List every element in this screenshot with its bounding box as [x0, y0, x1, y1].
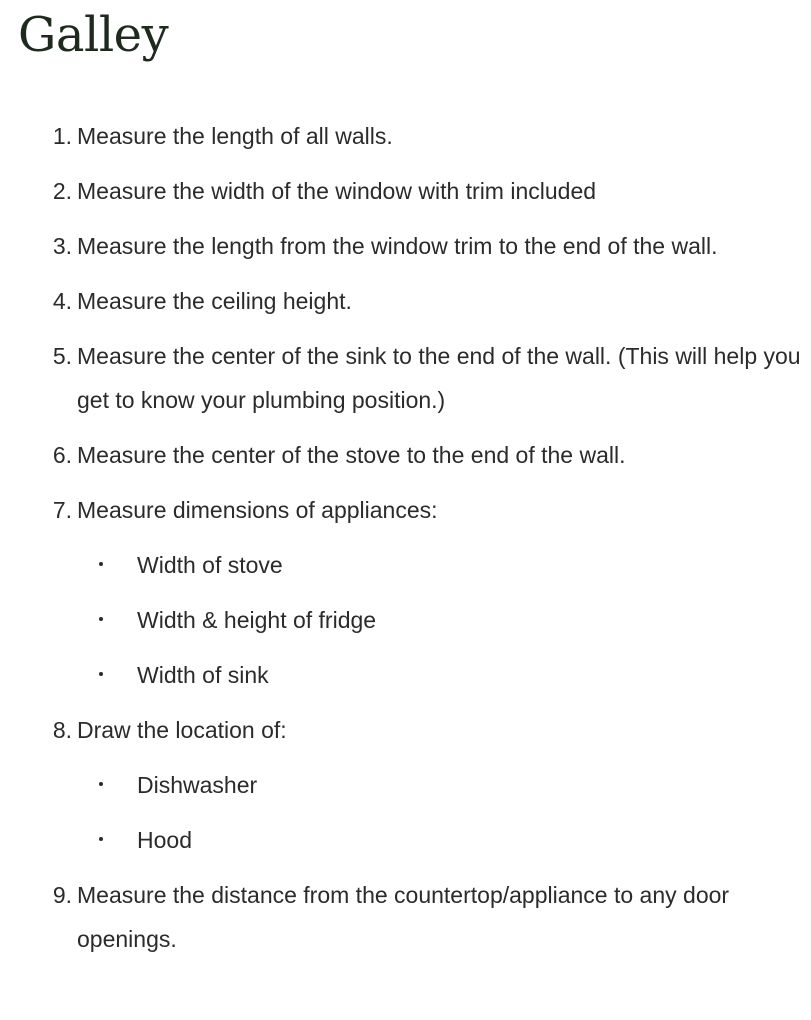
step-number: 7. [52, 497, 72, 523]
sub-item-text: Width of sink [137, 662, 269, 688]
appliance-sublist [77, 543, 801, 697]
bullet-icon [99, 672, 103, 676]
list-item [0, 873, 811, 961]
sub-item-text: Width of stove [137, 552, 283, 578]
bullet-icon [99, 562, 103, 566]
step-number: 2. [52, 178, 72, 204]
bullet-icon [99, 617, 103, 621]
sub-item-text: Hood [137, 827, 192, 853]
sub-list-item [60, 598, 801, 642]
list-item [0, 224, 811, 268]
sub-list-item [60, 653, 801, 697]
step-number: 3. [52, 233, 72, 259]
step-text: Measure the ceiling height. [77, 288, 352, 314]
step-number: 8. [52, 717, 72, 743]
sub-list-item [60, 763, 801, 807]
step-text: Measure the length from the window trim to the end of the wall. [77, 233, 718, 259]
step-text: Measure the width of the window with trim included [77, 178, 597, 204]
step-number: 5. [52, 343, 72, 369]
list-item [0, 114, 811, 158]
step-number: 9. [52, 882, 72, 908]
list-item [0, 279, 811, 323]
list-item [0, 433, 811, 477]
sub-list-item [60, 543, 801, 587]
sub-item-text: Width & height of fridge [137, 607, 377, 633]
sub-list-item [60, 818, 801, 862]
step-text: Measure the center of the stove to the end of the wall. [77, 442, 626, 468]
page-title: Galley [18, 7, 169, 63]
step-text: Measure the center of the sink to the end of the wall. (This will help you get to know your plumbing position.) [77, 343, 801, 413]
step-number: 1. [52, 123, 72, 149]
list-item [0, 488, 811, 697]
bullet-icon [99, 782, 103, 786]
measurement-steps-list [0, 114, 811, 972]
bullet-icon [99, 837, 103, 841]
list-item [0, 334, 811, 422]
sub-item-text: Dishwasher [137, 772, 258, 798]
list-item [0, 169, 811, 213]
step-text: Measure the distance from the countertop/appliance to any door openings. [77, 882, 730, 952]
step-text: Draw the location of: [77, 717, 287, 743]
step-number: 4. [52, 288, 72, 314]
list-item [0, 708, 811, 862]
step-text: Measure the length of all walls. [77, 123, 393, 149]
step-number: 6. [52, 442, 72, 468]
location-sublist [77, 763, 801, 862]
step-text: Measure dimensions of appliances: [77, 497, 438, 523]
